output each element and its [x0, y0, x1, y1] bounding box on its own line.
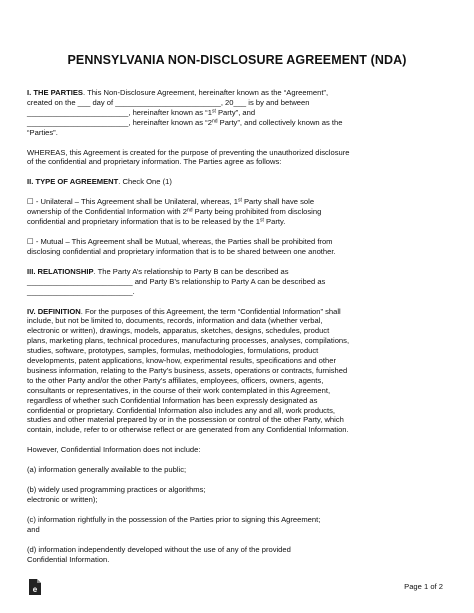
- svg-text:e: e: [32, 585, 38, 594]
- mutual-line-1: ☐ - Mutual – This Agreement shall be Mutual, whereas, the Parties shall be prohibited from: [27, 236, 333, 246]
- definition-line: studies, software, prototypes, samples, formulas, methodologies, formulations, product: [27, 346, 319, 356]
- ordinal-suffix: nd: [211, 118, 218, 125]
- parties-line-1: I. THE PARTIES. This Non-Disclosure Agreement, hereinafter known as the “Agreement”,: [27, 88, 329, 97]
- exclusion-b-line-2: electronic or written);: [27, 495, 98, 504]
- definition-line: regardless of whether such Confidential Information has been expressly designated as: [27, 395, 318, 405]
- mutual-line-2: disclosing confidential and proprietary information that is to be shared between one another.: [27, 246, 336, 256]
- ordinal-suffix: st: [260, 217, 264, 224]
- definition-line: include, but not be limited to, documents, records, information and data (whether verbal,: [27, 316, 323, 326]
- whereas-line-2: of the confidential and proprietary information. The Parties agree as follows:: [27, 157, 282, 167]
- definition-line: business information, relating to the Party’s business, assets, operations or contracts, furnished: [27, 365, 348, 375]
- relationship-heading: III. RELATIONSHIP: [27, 266, 94, 276]
- unilateral-line-2: ownership of the Confidential Information with 2nd Party being prohibited from disclosing: [27, 207, 322, 217]
- definition-line: confidential or proprietary. Confidential Information also includes any and all, work products,: [27, 405, 335, 415]
- definition-line: developments, patent applications, know-how, experimental results, specifications and other: [27, 356, 336, 366]
- definition-line: plans, marketing plans, technical procedures, manufacturing processes, analyses, compilations,: [27, 336, 350, 346]
- unilateral-line-3: confidential and proprietary information that is to be released by the 1st Party.: [27, 217, 286, 227]
- document-body: [27, 88, 447, 565]
- page-number: Page 1 of 2: [404, 582, 443, 591]
- exclusion-c-line-2: and: [27, 524, 40, 534]
- parties-line-4: ________________________, hereinafter known as “2nd Party”, and collectively known as the: [27, 117, 343, 127]
- definition-line: electronic or written), drawings, models, apparatus, sketches, designs, schedules, product: [27, 326, 330, 336]
- exclusion-b-line-1: (b) widely used programming practices or algorithms;: [27, 485, 206, 495]
- definition-line: studies and other material prepared by or in the possession or control of the other Party, which: [27, 415, 344, 425]
- relationship-line-2: _________________________ and Party B’s relationship to Party A can be described as: [27, 276, 326, 286]
- type-heading: II. TYPE OF AGREEMENT: [27, 177, 119, 187]
- definition-line: contain, include, refer to or otherwise reflect or are generated from any Confidential Information.: [27, 425, 349, 435]
- parties-line-5: “Parties”.: [27, 127, 58, 137]
- relationship-line-1: III. RELATIONSHIP. The Party A’s relationship to Party B can be described as: [27, 266, 289, 276]
- type-line: II. TYPE OF AGREEMENT. Check One (1): [27, 177, 172, 187]
- parties-line-3: ________________________, hereinafter known as “1st Party”, and: [27, 107, 256, 117]
- parties-line-2: created on the ___ day of _________________________, 20___ is by and between: [27, 97, 310, 107]
- unilateral-line-1: ☐ - Unilateral – This Agreement shall be Unilateral, whereas, 1st Party shall have sole: [27, 197, 315, 207]
- whereas-line-1: WHEREAS, this Agreement is created for the purpose of preventing the unauthorized disclosure: [27, 147, 350, 157]
- exclusion-c-line-1: (c) information rightfully in the possession of the Parties prior to signing this Agreement;: [27, 514, 321, 524]
- eforms-logo-icon: [28, 578, 42, 596]
- ordinal-suffix: st: [237, 197, 242, 204]
- exclusion-a: (a) information generally available to the public;: [27, 465, 187, 475]
- parties-heading: I. THE PARTIES: [27, 88, 83, 97]
- definition-line: to the other Party and/or the other Party’s affiliates, employees, officers, owners, agents,: [27, 375, 324, 385]
- ordinal-suffix: st: [211, 108, 216, 115]
- however-line: However, Confidential Information does not include:: [27, 445, 201, 455]
- document-title: PENNSYLVANIA NON-DISCLOSURE AGREEMENT (NDA): [67, 53, 407, 67]
- ordinal-suffix: nd: [187, 207, 193, 214]
- exclusion-d-line-2: Confidential Information.: [27, 554, 110, 564]
- definition-heading: IV. DEFINITION: [27, 306, 81, 316]
- definition-line: consultants or representatives, in the course of their work contemplated in this Agreement,: [27, 385, 331, 395]
- exclusion-d-line-1: (d) information independently developed without the use of any of the provided: [27, 544, 291, 554]
- definition-line-1: IV. DEFINITION. For the purposes of this Agreement, the term “Confidential Information” shall: [27, 306, 341, 316]
- relationship-line-3: _________________________.: [27, 286, 135, 296]
